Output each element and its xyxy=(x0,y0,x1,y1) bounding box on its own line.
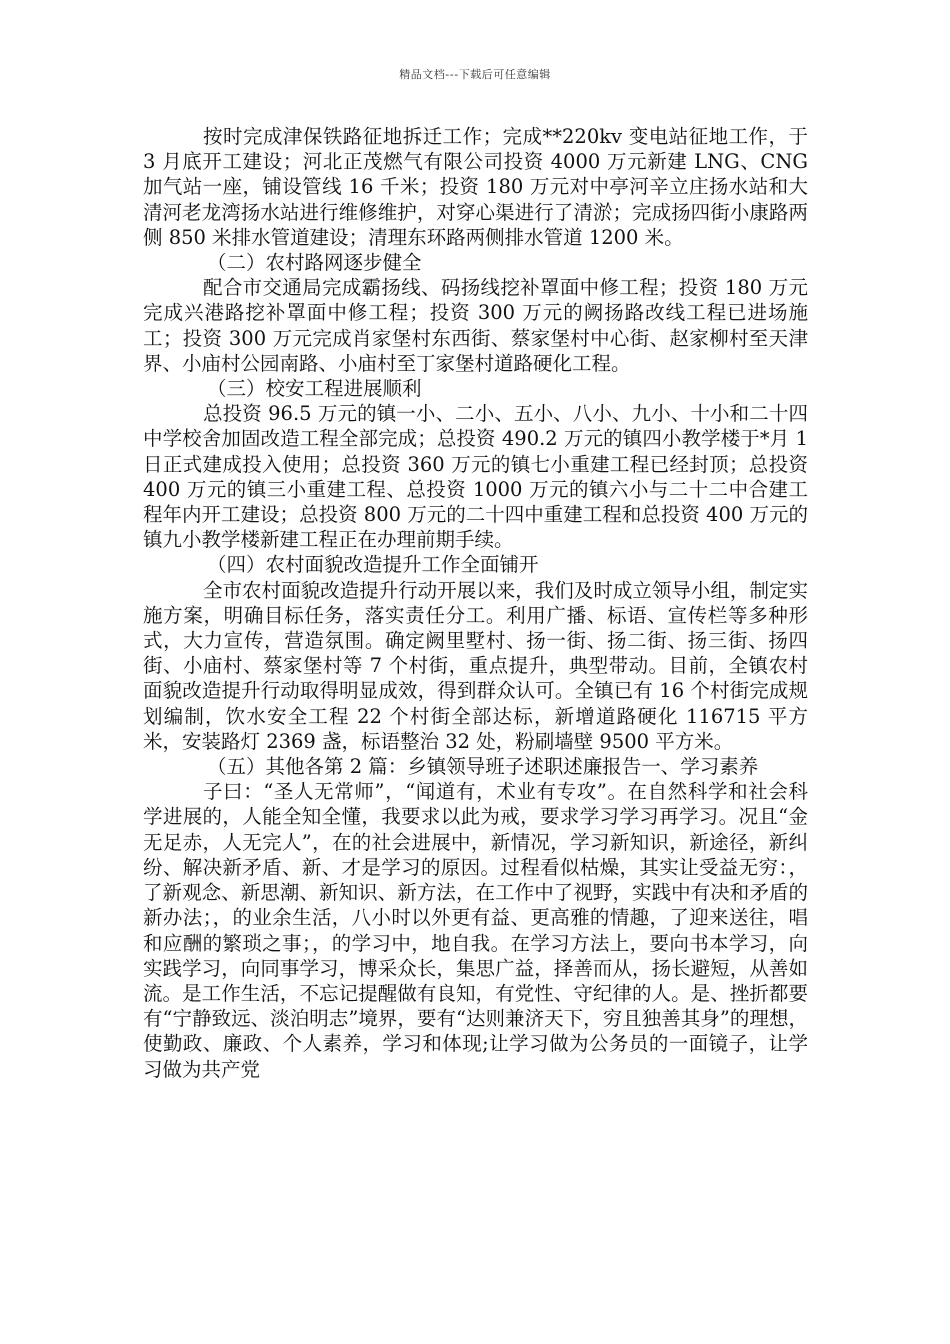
paragraph: 总投资 96.5 万元的镇一小、二小、五小、八小、九小、十小和二十四中学校舍加固改造工程全部完成；总投资 490.2 万元的镇四小教学楼于*月 1 日正式建成投入使用；总投资 360 万元的镇七小重建工程已经封顶；总投资 400 万元的镇三小重建工程、总投资 1000 万元的镇六小与二十二中合建工程年内开工建设；总投资 800 万元的二十四中重建工程和总投资 400 万元的镇九小教学楼新建工程正在办理前期手续。 xyxy=(143,402,808,552)
section-heading: （五）其他各第 2 篇：乡镇领导班子述职述廉报告一、学习素养 xyxy=(207,755,759,779)
section-heading: （三）校安工程进展顺利 xyxy=(207,377,422,401)
paragraph: 按时完成津保铁路征地拆迁工作；完成**220kv 变电站征地工作，于 3 月底开工建设；河北正茂燃气有限公司投资 4000 万元新建 LNG、CNG 加气站一座，铺设管线 16 千米；投资 180 万元对中亭河辛立庄扬水站和大清河老龙湾扬水站进行维修维护，对穿心渠进行了清淤；完成扬四街小康路两侧 850 米排水管道建设；清理东环路两侧排水管道 1200 米。 xyxy=(143,125,808,249)
page-header: 精品文档---下载后可任意编辑 xyxy=(399,68,551,81)
document-body xyxy=(143,124,808,1082)
section-heading: （四）农村面貌改造提升工作全面铺开 xyxy=(207,553,539,577)
paragraph: 全市农村面貌改造提升行动开展以来，我们及时成立领导小组，制定实施方案，明确目标任务，落实责任分工。利用广播、标语、宣传栏等多种形式，大力宣传，营造氛围。确定阙里墅村、扬一街、扬二街、扬三街、扬四街、小庙村、蔡家堡村等 7 个村街，重点提升，典型带动。目前，全镇农村面貌改造提升行动取得明显成效，得到群众认可。全镇已有 16 个村街完成规划编制，饮水安全工程 22 个村街全部达标，新增道路硬化 116715 平方米，安装路灯 2369 盏，标语整治 32 处，粉刷墙壁 9500 平方米。 xyxy=(143,578,808,753)
paragraph: 子曰：“圣人无常师”，“闻道有，术业有专攻”。在自然科学和社会科学进展的，人能全知全懂，我要求以此为戒，要求学习学习再学习。况且“金无足赤，人无完人”，在的社会进展中，新情况，学习新知识，新途径，新纠纷、解决新矛盾、新、才是学习的原因。过程看似枯燥，其实让受益无穷：，了新观念、新思潮、新知识、新方法，在工作中了视野，实践中有决和矛盾的新办法；，的业余生活，八小时以外更有益、更高雅的情趣，了迎来送往，唱和应酬的繁琐之事；，的学习中，地自我。在学习方法上，要向书本学习，向实践学习，向同事学习，博采众长，集思广益，择善而从，扬长避短，从善如流。是工作生活，不忘记提醒做有良知，有党性、守纪律的人。是、挫折都要有“宁静致远、淡泊明志”境界，要有“达则兼济天下，穷且独善其身”的理想，使勤政、廉政、个人素养，学习和体现;让学习做为公务员的一面镜子，让学习做为共产党 xyxy=(143,780,808,1081)
section-heading: （二）农村路网逐步健全 xyxy=(207,251,422,275)
paragraph: 配合市交通局完成霸扬线、码扬线挖补罩面中修工程；投资 180 万元完成兴港路挖补罩面中修工程；投资 300 万元的阙扬路改线工程已进场施工；投资 300 万元完成肖家堡村东西街、蔡家堡村中心街、赵家柳村至天津界、小庙村公园南路、小庙村至丁家堡村道路硬化工程。 xyxy=(143,276,808,375)
